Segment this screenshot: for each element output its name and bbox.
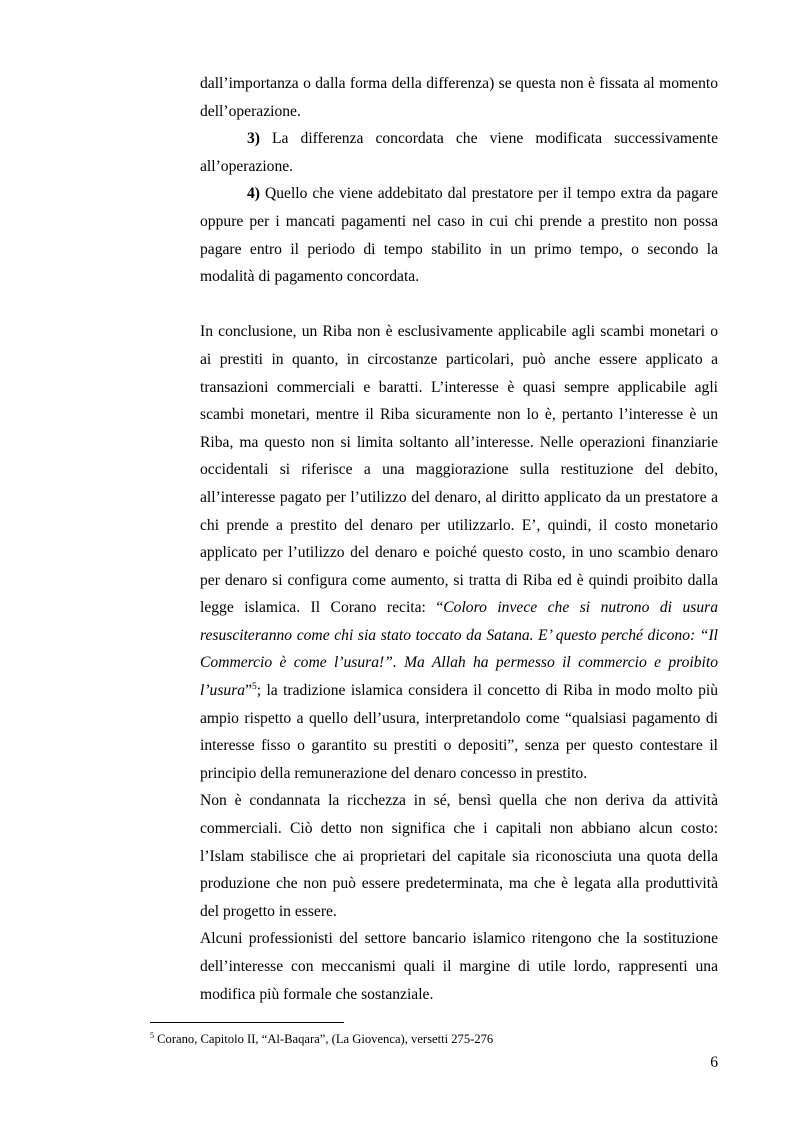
paragraph-gap: [200, 291, 718, 319]
page-number: 6: [710, 1054, 718, 1071]
footnote: [150, 1031, 710, 1047]
paragraph-conclusion: [200, 318, 718, 787]
list-number-3: 3): [247, 130, 260, 148]
list-number-4: 4): [247, 185, 260, 203]
body-text: [200, 70, 718, 1008]
footnote-divider: [150, 1022, 344, 1023]
quran-quote: Coloro invece che si nutrono di usura resusciteranno come chi sia stato toccato da Satana. E’ questo perché dicono: “Il Commercio è come l’usura!”. Ma Allah ha permesso il commercio e proibito l’usura: [200, 599, 718, 700]
footnote-reference: 5: [251, 681, 257, 692]
list-item-3-text: La differenza concordata che viene modificata successivamente all’operazione.: [200, 130, 718, 175]
quote-close: ”: [245, 682, 252, 700]
list-item-4: [200, 180, 718, 290]
list-item-3: [200, 125, 718, 180]
paragraph-continuation: dall’importanza o dalla forma della differenza) se questa non è fissata al momento dell’operazione.: [200, 75, 718, 120]
footnote-number: 5: [150, 1030, 154, 1040]
list-item-4-text: Quello che viene addebitato dal prestatore per il tempo extra da pagare oppure per i mancati pagamenti nel caso in cui chi prende a prestito non possa pagare entro il periodo di tempo stabilito in un primo tempo, o secondo la modalità di pagamento concordata.: [200, 185, 718, 286]
paragraph-wealth: Non è condannata la ricchezza in sé, bensì quella che non deriva da attività commerciali. Ciò detto non significa che i capitali non abbiano alcun costo: l’Islam stabilisce che ai proprietari del capitale sia riconosciuta una quota della produzione che non può essere predeterminata, ma che è legata alla produttività del progetto in essere.: [200, 792, 718, 920]
conclusion-text-c: ; la tradizione islamica considera il concetto di Riba in modo molto più ampio rispetto a quello dell’usura, interpretandolo come “qualsiasi pagamento di interesse fisso o garantito su prestiti o depositi”, senza per questo contestare il principio della remunerazione del denaro concesso in prestito.: [200, 682, 718, 782]
footnote-text: Corano, Capitolo II, “Al-Baqara”, (La Giovenca), versetti 275-276: [154, 1032, 494, 1046]
paragraph-professionals: Alcuni professionisti del settore bancario islamico ritengono che la sostituzione dell’interesse con meccanismi quali il margine di utile lordo, rappresenti una modifica più formale che sostanziale.: [200, 930, 718, 1003]
conclusion-text-a: In conclusione, un Riba non è esclusivamente applicabile agli scambi monetari o ai prestiti in quanto, in circostanze particolari, può anche essere applicato a transazioni commerciali e baratti. L’interesse è quasi sempre applicabile agli scambi monetari, mentre il Riba sicuramente non lo è, pertanto l’interesse è un Riba, ma questo non si limita soltanto all’interesse. Nelle operazioni finanziarie occidentali si riferisce a una maggiorazione sulla restituzione del debito, all’interesse pagato per l’utilizzo del denaro, al diritto applicato da un prestatore a chi prende a prestito del denaro per utilizzarlo. E’, quindi, il costo monetario applicato per l’utilizzo del denaro e poiché questo costo, in uno scambio denaro per denaro si configura come aumento, si tratta di Riba ed è quindi proibito dalla legge islamica. Il Corano recita: “: [200, 323, 718, 617]
